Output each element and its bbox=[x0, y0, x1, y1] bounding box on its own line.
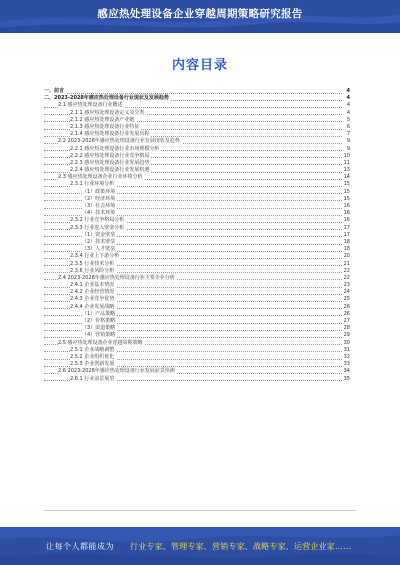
toc-entry-label: （3）社会环境 bbox=[82, 203, 116, 209]
toc-entry-page: 10 bbox=[343, 152, 350, 159]
toc-entry-page: 28 bbox=[343, 325, 350, 332]
toc-entry-label: 2.6 2023-2028年感应热处理设备行业发展前景预测 bbox=[58, 368, 175, 375]
toc-entry-label: （1）产品策略 bbox=[82, 310, 116, 317]
toc-entry-label: 2.3.1 行业环境分析 bbox=[70, 181, 115, 188]
toc-entry-page: 23 bbox=[343, 282, 350, 289]
toc-entry-label: 2.3.2 行业竞争格局分析 bbox=[70, 217, 125, 224]
toc-entry-label: 2.2.1 感应热处理设备行业市场规模分析 bbox=[70, 145, 160, 152]
toc-entry-page: 33 bbox=[343, 361, 350, 368]
toc-entry-page: 16 bbox=[343, 203, 350, 209]
toc-entry-label: 2.1.1 感应热处理设备定义及分类 bbox=[70, 109, 145, 116]
toc-entry-label: 2.2.2 感应热处理设备行业竞争格局 bbox=[70, 152, 150, 159]
toc-entry-label: 2.2.3 感应热处理设备行业发展趋势 bbox=[70, 159, 150, 166]
toc-entry[interactable] bbox=[44, 332, 350, 339]
toc-entry-label: 2.5.1 企业战略调整 bbox=[70, 346, 115, 353]
toc-entry[interactable] bbox=[44, 261, 350, 268]
toc-entry-page: 30 bbox=[343, 339, 350, 346]
toc-entry-page: 14 bbox=[343, 174, 350, 181]
toc-entry[interactable] bbox=[44, 268, 350, 275]
toc-entry-label: 2.4.2 企业经营情况 bbox=[70, 289, 115, 296]
toc-entry-page: 16 bbox=[343, 217, 350, 224]
toc-entry-page: 34 bbox=[343, 368, 350, 375]
toc-entry-page: 21 bbox=[343, 260, 350, 267]
toc-entry-page: 4 bbox=[346, 102, 350, 109]
toc-entry-label: 2.5.3 企业创新发展 bbox=[70, 361, 115, 368]
toc-entry-page: 32 bbox=[343, 353, 350, 360]
toc-entry[interactable] bbox=[44, 146, 350, 153]
toc-entry[interactable] bbox=[44, 253, 350, 260]
toc-entry-page: 11 bbox=[343, 159, 350, 166]
toc-entry-label: 2.3.6 行业风险分析 bbox=[70, 267, 115, 274]
toc-entry[interactable] bbox=[44, 347, 350, 354]
toc-entry-page: 15 bbox=[343, 195, 350, 202]
toc-entry-label: （3）渠道策略 bbox=[82, 325, 116, 332]
toc-entry-label: 2.4.3 企业竞争优势 bbox=[70, 296, 115, 303]
toc-entry-label: 2.1.2 感应热处理设备产业链 bbox=[70, 116, 135, 123]
toc-entry-page: 15 bbox=[343, 188, 350, 195]
footer-banner bbox=[0, 527, 400, 565]
toc-entry[interactable] bbox=[44, 153, 350, 160]
toc-entry[interactable] bbox=[44, 138, 350, 145]
toc-entry-label: （1）政策环境 bbox=[82, 188, 116, 195]
toc-entry[interactable] bbox=[44, 110, 350, 117]
toc-entry-page: 4 bbox=[346, 95, 350, 102]
header-banner bbox=[0, 0, 400, 33]
toc-entry-page: 22 bbox=[343, 267, 350, 274]
toc-entry-label: 2.2 2023-2028年感应热处理设备行业发展现状及趋势 bbox=[58, 138, 180, 145]
toc-entry-page: 29 bbox=[343, 332, 350, 339]
toc-title: 内容目录 bbox=[171, 58, 228, 73]
toc-entry-label: （2）价格策略 bbox=[82, 318, 116, 324]
toc-entry-page: 13 bbox=[343, 167, 350, 174]
toc-entry-page: 31 bbox=[343, 346, 350, 353]
toc-entry[interactable] bbox=[44, 275, 350, 282]
toc-entry-label: 2.6.1 行业前景展望 bbox=[70, 375, 115, 382]
toc-entry-page: 26 bbox=[343, 303, 350, 310]
toc-entry-label: （2）技术壁垒 bbox=[82, 238, 116, 245]
toc-entry-label: 2.4.4 企业发展战略 bbox=[70, 303, 115, 310]
toc-entry-label: 2.1.3 感应热处理设备行业特征 bbox=[70, 123, 140, 130]
toc-entry-page: 4 bbox=[346, 88, 350, 94]
toc-entry-label: 2.4 2023-2028年感应热处理设备行业主要企业分析 bbox=[58, 274, 175, 281]
toc-entry-page: 5 bbox=[346, 116, 350, 123]
toc-entry-page: 22 bbox=[343, 274, 350, 281]
toc-entry[interactable] bbox=[44, 181, 350, 188]
table-of-contents bbox=[44, 88, 350, 383]
toc-entry-page: 7 bbox=[346, 131, 350, 138]
toc-entry-label: （3）人才壁垒 bbox=[82, 246, 116, 253]
toc-entry[interactable] bbox=[44, 117, 350, 124]
toc-entry-page: 15 bbox=[343, 181, 350, 188]
toc-entry-page: 17 bbox=[343, 231, 350, 238]
toc-entry-label: （1）资金壁垒 bbox=[82, 231, 116, 238]
footer-slogan-left: 让每个人都能成为 bbox=[46, 542, 114, 551]
toc-entry[interactable] bbox=[44, 304, 350, 311]
toc-entry[interactable] bbox=[44, 368, 350, 375]
toc-entry-page: 18 bbox=[343, 238, 350, 245]
toc-entry-label: 2.3.4 行业上下游分析 bbox=[70, 253, 120, 260]
toc-leader-dots bbox=[44, 93, 342, 94]
toc-entry-page: 35 bbox=[343, 375, 350, 382]
toc-entry-label: （4）技术环境 bbox=[82, 210, 116, 217]
toc-entry-label: （4）营销策略 bbox=[82, 332, 116, 339]
toc-entry[interactable] bbox=[44, 189, 350, 196]
toc-entry-page: 6 bbox=[346, 123, 350, 130]
toc-entry-page: 24 bbox=[343, 289, 350, 296]
toc-entry[interactable] bbox=[44, 196, 350, 203]
report-header-title: 感应热处理设备企业穿越周期策略研究报告 bbox=[97, 8, 303, 20]
toc-entry[interactable] bbox=[44, 376, 350, 383]
toc-entry-label: 2.3.5 行业技术分析 bbox=[70, 260, 115, 267]
toc-entry[interactable] bbox=[44, 225, 350, 232]
toc-entry-label: 2.2.4 感应热处理设备行业发展机遇 bbox=[70, 167, 150, 174]
toc-entry-page: 16 bbox=[343, 210, 350, 217]
toc-entry[interactable] bbox=[44, 311, 350, 318]
toc-entry-page: 20 bbox=[343, 253, 350, 260]
toc-entry[interactable] bbox=[44, 340, 350, 347]
toc-entry-label: （2）经济环境 bbox=[82, 195, 116, 202]
toc-entry-page: 9 bbox=[346, 138, 350, 145]
toc-entry-label: 2.3.3 行业进入壁垒分析 bbox=[70, 224, 125, 231]
toc-entry-label: 2.1 感应热处理设备行业概述 bbox=[58, 102, 123, 109]
toc-entry-page: 27 bbox=[343, 318, 350, 324]
toc-entry-label: 2.1.4 感应热处理设备行业发展历程 bbox=[70, 131, 150, 138]
toc-entry-label: 2.3 感应热处理设备企业行业环境分析 bbox=[58, 174, 143, 181]
toc-entry-label: 2.5 感应热处理设备企业穿越周期策略 bbox=[58, 339, 143, 346]
toc-entry-label: 2.4.1 企业基本情况 bbox=[70, 282, 115, 289]
toc-entry-label: 2.5.2 企业组织优化 bbox=[70, 353, 115, 360]
toc-entry[interactable] bbox=[44, 102, 350, 109]
toc-entry[interactable] bbox=[44, 232, 350, 239]
toc-entry[interactable] bbox=[44, 160, 350, 167]
toc-entry-page: 26 bbox=[343, 310, 350, 317]
toc-entry-page: 4 bbox=[346, 109, 350, 116]
page-divider bbox=[44, 510, 356, 511]
toc-entry-label: 二、2023-2028年感应热处理设备行业现状及发展趋势 bbox=[44, 95, 169, 102]
toc-entry-page: 17 bbox=[343, 224, 350, 231]
toc-entry[interactable] bbox=[44, 217, 350, 224]
footer-slogan-right: 行业专家、管理专家、营销专家、战略专家、运营企业家…… bbox=[130, 542, 352, 551]
toc-entry[interactable] bbox=[44, 296, 350, 303]
toc-entry-page: 18 bbox=[343, 246, 350, 253]
toc-entry-label: 一、前言 bbox=[44, 88, 65, 94]
toc-entry-page: 9 bbox=[346, 145, 350, 152]
toc-entry-page: 25 bbox=[343, 296, 350, 303]
